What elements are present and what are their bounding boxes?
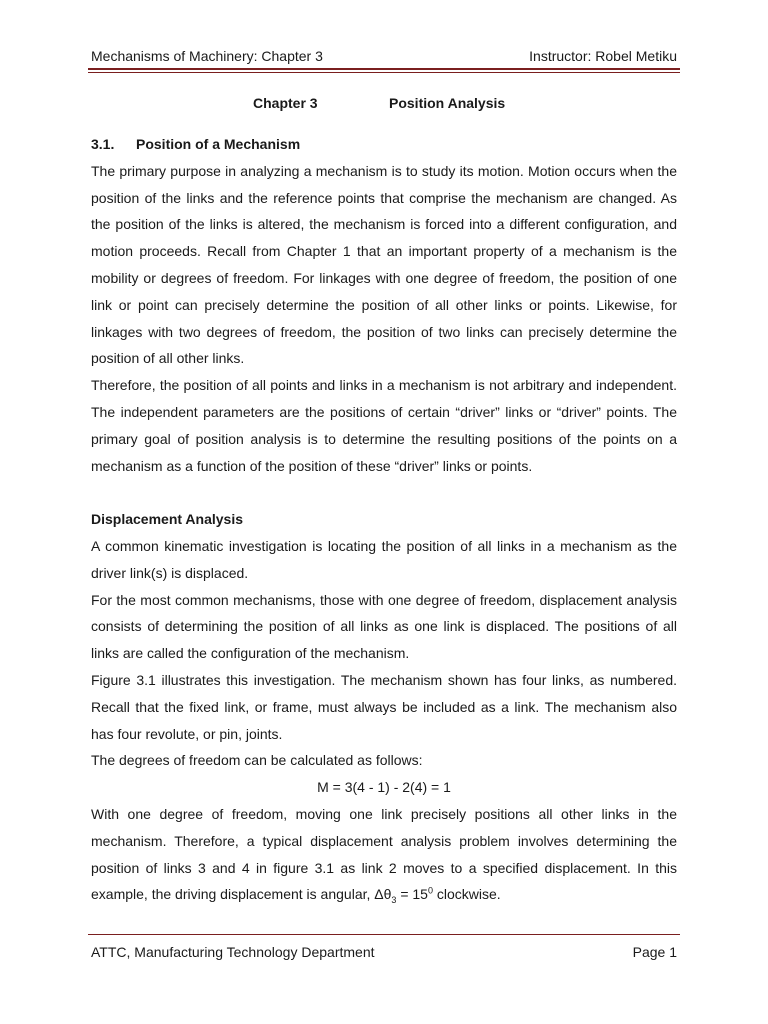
- spacer: [91, 479, 677, 506]
- section-number: 3.1.: [91, 136, 115, 152]
- chapter-number: Chapter 3: [253, 95, 318, 111]
- paragraph: Figure 3.1 illustrates this investigation. The mechanism shown has four links, as numbered. Recall that the fixed link, or frame, must always be included as a link. The mechanism also has four revolute, or pin, joints.: [91, 671, 677, 742]
- page-number: Page 1: [632, 944, 677, 960]
- subscript: 3: [391, 895, 397, 906]
- degree-superscript: 0: [427, 885, 433, 896]
- delta-theta: Δθ: [374, 886, 392, 903]
- paragraph-end: clockwise.: [432, 886, 501, 903]
- header-rule: [88, 68, 680, 70]
- footer-department: ATTC, Manufacturing Technology Department: [91, 944, 375, 960]
- dof-formula: M = 3(4 - 1) - 2(4) = 1: [317, 779, 451, 796]
- footer-rule: [88, 934, 680, 935]
- paragraph: A common kinematic investigation is locating the position of all links in a mechanism as the driver link(s) is displaced.: [91, 537, 677, 581]
- subsection-heading: Displacement Analysis: [91, 511, 243, 528]
- body-content: [91, 131, 677, 908]
- chapter-name: Position Analysis: [389, 95, 506, 111]
- section-heading: [91, 131, 677, 158]
- header-course-title: Mechanisms of Machinery: Chapter 3: [91, 48, 323, 64]
- header-instructor: Instructor: Robel Metiku: [529, 48, 677, 64]
- section-title: Position of a Mechanism: [136, 136, 301, 152]
- paragraph: For the most common mechanisms, those with one degree of freedom, displacement analysis consists of determining the position of all links as one link is displaced. The positions of all links are called the configuration of the mechanism.: [91, 591, 677, 662]
- header-rule-thin: [88, 72, 680, 73]
- paragraph: The primary purpose in analyzing a mechanism is to study its motion. Motion occurs when the position of the links and the reference points that comprise the mechanism are changed. As the position of the links is altered, the mechanism is forced into a different configuration, and motion proceeds. Recall from Chapter 1 that an important property of a mechanism is the mobility or degrees of freedom. For linkages with one degree of freedom, the position of one link or point can precisely determine the position of all other links or points. Likewise, for linkages with two degrees of freedom, the position of two links can precisely determine the position of all other links.: [91, 162, 677, 367]
- paragraph: The degrees of freedom can be calculated as follows:: [91, 752, 423, 769]
- paragraph-text: With one degree of freedom, moving one link precisely positions all other links in the mechanism. Therefore, a typical displacement analysis problem involves determining the position of links 3 and 4 in figure 3.1 as link 2 moves to a specified displacement. In this example, the driving displacement is angular,: [91, 805, 677, 903]
- equals-value: = 15: [396, 886, 428, 903]
- paragraph: [91, 801, 677, 908]
- page-header: [91, 46, 677, 66]
- paragraph: Therefore, the position of all points and links in a mechanism is not arbitrary and independent. The independent parameters are the positions of certain “driver” links or “driver” points. The primary goal of position analysis is to determine the resulting positions of the points on a mechanism as a function of the position of these “driver” links or points.: [91, 377, 677, 474]
